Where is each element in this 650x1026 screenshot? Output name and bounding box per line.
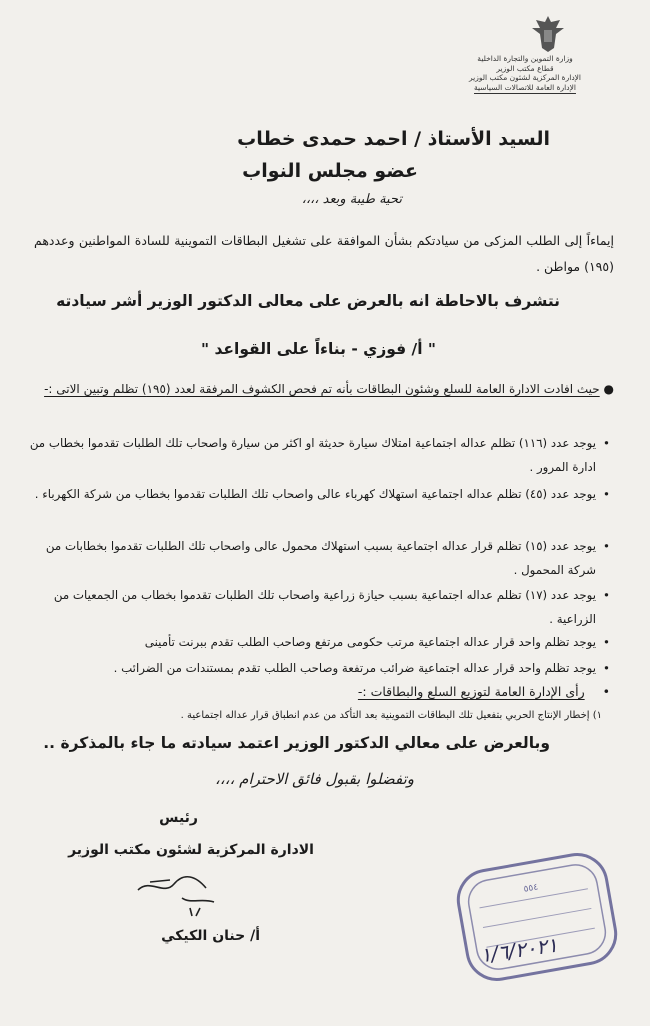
minister-note: " أ/ فوزي - بناءاً على القواعد " xyxy=(201,340,436,358)
list-item-text: يوجد عدد (١٧) تظلم عداله اجتماعية بسبب حيازة زراعية واصحاب تلك الطلبات تقدموا بخطاب من الجمعيات من الزراعية . xyxy=(53,588,596,626)
list-item xyxy=(25,656,610,680)
bullet-dot: • xyxy=(603,436,610,450)
header-line: الإدارة العامة للاتصالات السياسية xyxy=(474,82,576,92)
closing-line: وبالعرض على معالي الدكتور الوزير اعتمد سيادته ما جاء بالمذكرة .. xyxy=(43,734,550,752)
list-item xyxy=(25,583,610,631)
bullet-dot: • xyxy=(603,487,610,501)
signatory-name: أ/ حنان الكيكي xyxy=(161,928,260,944)
intro-paragraph: إيماءاً إلى الطلب المزكى من سيادتكم بشأن الموافقة على تشغيل البطاقات التموينية للسادة المواطنين وعددهم (١٩٥) مواطن . xyxy=(34,233,614,274)
header-line: الإدارة المركزية لشئون مكتب الوزير xyxy=(468,73,582,82)
signatory-role: رئيس xyxy=(159,810,198,826)
addressee-name: السيد الأستاذ / احمد حمدى خطاب xyxy=(237,128,550,150)
greeting: تحية طيبة وبعد ،،،، xyxy=(301,192,402,207)
handwritten-signature xyxy=(130,868,240,918)
department-opinion xyxy=(358,684,610,699)
list-item xyxy=(25,534,610,582)
svg-text:٥٥٤: ٥٥٤ xyxy=(522,882,539,895)
bullet-dot: • xyxy=(603,661,610,675)
header-line: وزارة التموين والتجارة الداخلية xyxy=(477,54,573,63)
headline: نتشرف بالاحاطة انه بالعرض على معالى الدكتور الوزير أشر سيادته xyxy=(56,292,560,310)
bullet-dot: • xyxy=(603,539,610,553)
handwritten-date: ١/٦/٢٠٢١ xyxy=(478,932,560,968)
findings-intro xyxy=(24,378,614,400)
official-stamp xyxy=(452,842,622,992)
bullet-dot: • xyxy=(602,684,610,699)
findings-text: حيث افادت الادارة العامة للسلع وشئون البطاقات بأنه تم فحص الكشوف المرفقة لعدد (١٩٥) تظلم وتبين الاتى :- xyxy=(44,382,600,396)
list-item xyxy=(25,431,610,479)
list-item xyxy=(25,630,610,654)
opinion-text: رأى الإدارة العامة لتوزيع السلع والبطاقات :- xyxy=(357,684,585,699)
courtesy-line: وتفضلوا بقبول فائق الاحترام ،،،، xyxy=(215,770,414,788)
list-item-text: يوجد عدد (١١٦) تظلم عداله اجتماعية امتلاك سيارة حديثة او اكثر من سيارة واصحاب تلك الطلبات تقدموا بخطاب من ادارة المرور . xyxy=(29,436,596,474)
bullet-dot: ● xyxy=(599,382,614,396)
list-item-text: يوجد عدد (٤٥) تظلم عداله اجتماعية استهلاك كهرباء عالى واصحاب تلك الطلبات تقدموا بخطاب من شركة الكهرباء . xyxy=(34,487,596,501)
list-item-text: يوجد تظلم واحد قرار عداله اجتماعية ضرائب مرتفعة وصاحب الطلب تقدم بمستندات من الضرائب . xyxy=(113,661,596,675)
signatory-department: الادارة المركزية لشئون مكتب الوزير xyxy=(68,842,314,858)
list-item-text: يوجد عدد (١٥) تظلم قرار عداله اجتماعية بسبب استهلاك محمول عالى واصحاب تلك الطلبات تقدموا بخطابات من شركة المحمول . xyxy=(45,539,596,577)
bullet-dot: • xyxy=(603,635,610,649)
list-item-text: يوجد تظلم واحد قرار عداله اجتماعية مرتب حكومى مرتفع وصاحب الطلب تقدم ببرنت تأمينى xyxy=(144,635,596,649)
opinion-point: ١) إخطار الإنتاج الحربي بتفعيل تلك البطاقات التموينية بعد التأكد من عدم انطباق قرار عداله اجتماعية . xyxy=(180,710,602,721)
list-item xyxy=(25,482,610,506)
addressee-title: عضو مجلس النواب xyxy=(242,160,418,182)
eagle-emblem-icon xyxy=(530,14,566,54)
ministry-header xyxy=(430,54,620,92)
header-line: قطاع مكتب الوزير xyxy=(496,63,554,73)
bullet-dot: • xyxy=(603,588,610,602)
